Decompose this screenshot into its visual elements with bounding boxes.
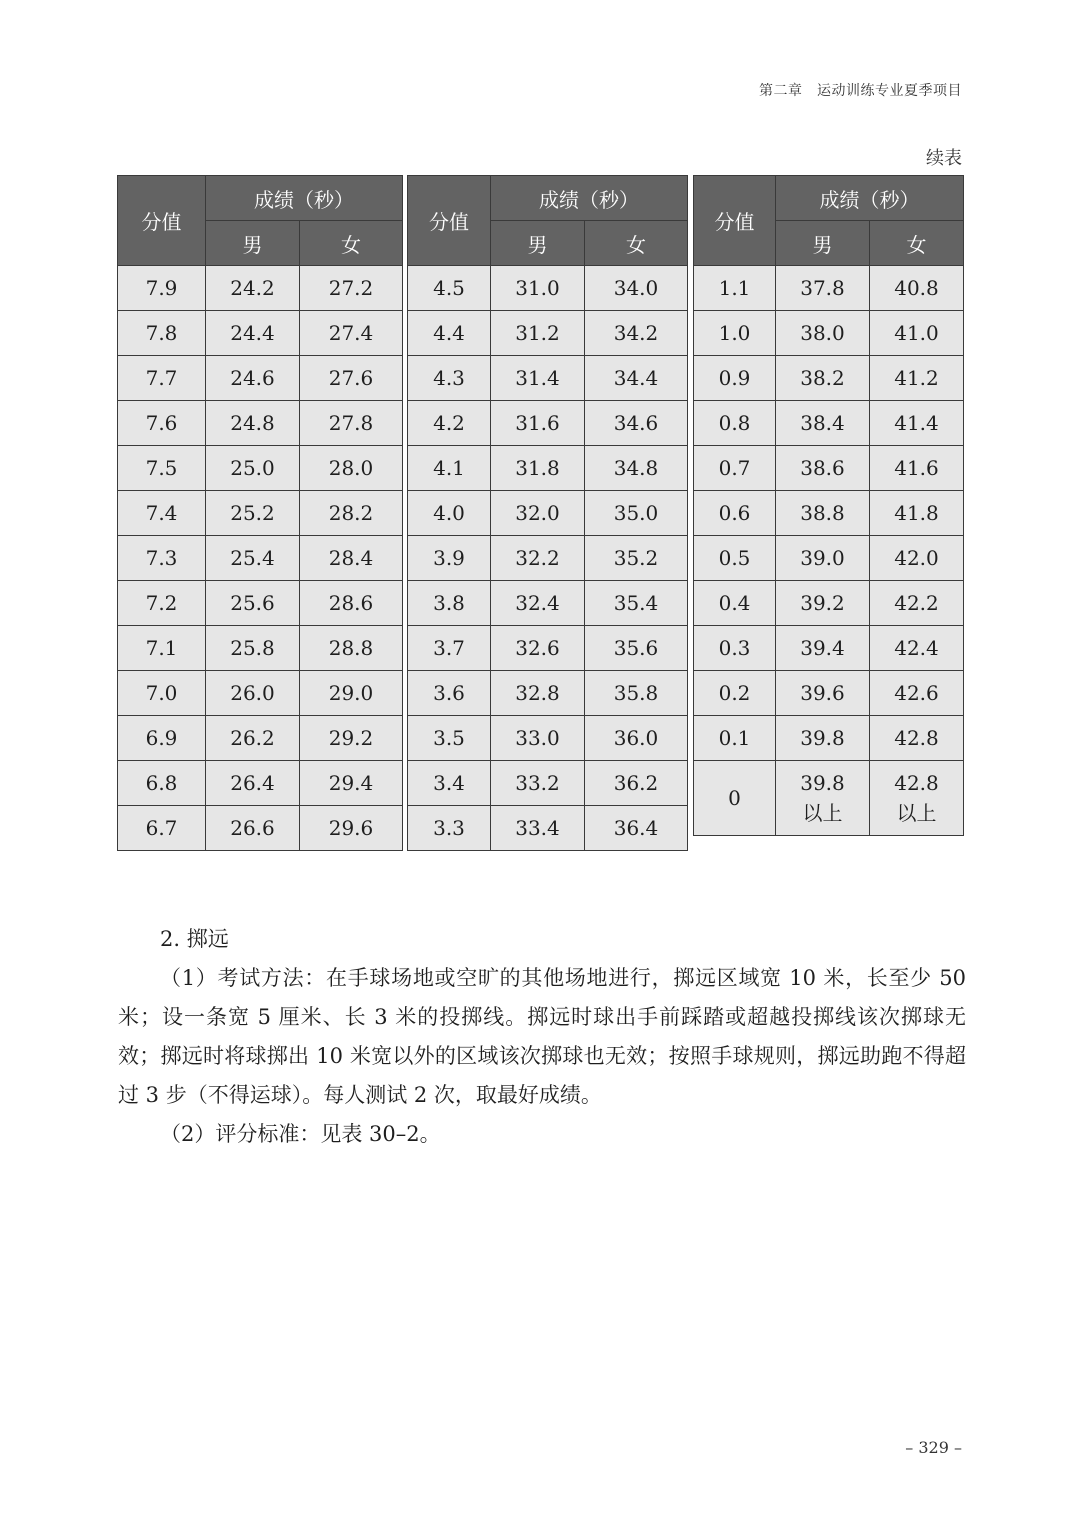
- female-time-cell: 41.8: [870, 491, 964, 536]
- score-cell: 1.1: [694, 266, 776, 311]
- female-time-cell: 42.2: [870, 581, 964, 626]
- male-time-cell: 39.8 以上: [776, 761, 870, 836]
- female-time-cell: 28.2: [300, 491, 403, 536]
- male-time-cell: 33.0: [491, 716, 585, 761]
- male-time-cell: 39.4: [776, 626, 870, 671]
- score-cell: 3.3: [408, 806, 491, 851]
- table-row: [694, 311, 964, 356]
- female-time-cell: 42.4: [870, 626, 964, 671]
- table-row: [118, 761, 403, 806]
- table-row: [694, 671, 964, 716]
- female-time-cell: 29.6: [300, 806, 403, 851]
- female-time-cell: 34.8: [585, 446, 688, 491]
- table-row: [118, 626, 403, 671]
- score-cell: 3.6: [408, 671, 491, 716]
- table-row: [408, 356, 688, 401]
- male-time-cell: 25.8: [206, 626, 300, 671]
- male-time-cell: 32.4: [491, 581, 585, 626]
- table-row: [408, 806, 688, 851]
- score-cell: 4.5: [408, 266, 491, 311]
- score-cell: 4.0: [408, 491, 491, 536]
- female-time-cell: 35.0: [585, 491, 688, 536]
- table-row: [694, 401, 964, 446]
- body-text: [118, 920, 966, 1154]
- score-cell: 3.5: [408, 716, 491, 761]
- score-cell: 0.9: [694, 356, 776, 401]
- female-time-cell: 36.2: [585, 761, 688, 806]
- female-time-cell: 42.8 以上: [870, 761, 964, 836]
- page-number: – 329 –: [905, 1438, 962, 1457]
- table-row: [118, 671, 403, 716]
- female-time-cell: 28.6: [300, 581, 403, 626]
- score-cell: 7.8: [118, 311, 206, 356]
- male-time-cell: 25.0: [206, 446, 300, 491]
- male-time-cell: 32.8: [491, 671, 585, 716]
- header-score: 分值: [408, 176, 491, 266]
- table-row: [118, 266, 403, 311]
- male-time-cell: 32.6: [491, 626, 585, 671]
- male-time-cell: 31.8: [491, 446, 585, 491]
- female-time-cell: 41.4: [870, 401, 964, 446]
- table-body: [118, 266, 403, 851]
- male-time-cell: 39.2: [776, 581, 870, 626]
- score-cell: 6.9: [118, 716, 206, 761]
- header-female: 女: [300, 221, 403, 266]
- continued-label: 续表: [926, 148, 962, 169]
- score-cell: 4.3: [408, 356, 491, 401]
- female-time-cell: 29.2: [300, 716, 403, 761]
- female-time-cell: 40.8: [870, 266, 964, 311]
- male-time-cell: 32.0: [491, 491, 585, 536]
- table-row: [694, 761, 964, 836]
- score-cell: 7.1: [118, 626, 206, 671]
- male-time-cell: 32.2: [491, 536, 585, 581]
- header-result: 成绩（秒）: [776, 176, 964, 221]
- paragraph-criteria: （2）评分标准：见表 30–2。: [160, 1122, 441, 1146]
- score-cell: 0.3: [694, 626, 776, 671]
- header-female: 女: [870, 221, 964, 266]
- female-time-cell: 41.6: [870, 446, 964, 491]
- male-time-cell: 33.4: [491, 806, 585, 851]
- male-time-cell: 26.2: [206, 716, 300, 761]
- male-time-cell: 38.4: [776, 401, 870, 446]
- header-female: 女: [585, 221, 688, 266]
- score-cell: 3.7: [408, 626, 491, 671]
- female-time-cell: 36.0: [585, 716, 688, 761]
- female-time-cell: 42.6: [870, 671, 964, 716]
- male-time-cell: 39.0: [776, 536, 870, 581]
- female-time-cell: 35.2: [585, 536, 688, 581]
- female-time-cell: 34.0: [585, 266, 688, 311]
- table-row: [694, 491, 964, 536]
- score-cell: 7.6: [118, 401, 206, 446]
- score-cell: 7.9: [118, 266, 206, 311]
- male-time-cell: 31.2: [491, 311, 585, 356]
- female-time-cell: 28.0: [300, 446, 403, 491]
- table-row: [408, 446, 688, 491]
- female-time-cell: 35.6: [585, 626, 688, 671]
- table-row: [408, 266, 688, 311]
- female-time-cell: 34.6: [585, 401, 688, 446]
- male-time-cell: 31.6: [491, 401, 585, 446]
- score-cell: 0.1: [694, 716, 776, 761]
- score-cell: 0.5: [694, 536, 776, 581]
- male-time-cell: 25.4: [206, 536, 300, 581]
- table-body: [408, 266, 688, 851]
- header-male: 男: [491, 221, 585, 266]
- male-time-cell: 39.8: [776, 716, 870, 761]
- male-time-cell: 24.4: [206, 311, 300, 356]
- male-time-cell: 31.4: [491, 356, 585, 401]
- score-cell: 3.4: [408, 761, 491, 806]
- male-time-cell: 26.4: [206, 761, 300, 806]
- score-cell: 3.8: [408, 581, 491, 626]
- male-time-cell: 38.6: [776, 446, 870, 491]
- female-time-cell: 36.4: [585, 806, 688, 851]
- table-row: [408, 311, 688, 356]
- table-row: [408, 581, 688, 626]
- table-row: [118, 356, 403, 401]
- table-row: [694, 536, 964, 581]
- score-cell: 4.1: [408, 446, 491, 491]
- table-row: [408, 536, 688, 581]
- score-table-3: [693, 175, 964, 836]
- female-time-cell: 42.8: [870, 716, 964, 761]
- header-male: 男: [776, 221, 870, 266]
- male-time-cell: 24.6: [206, 356, 300, 401]
- female-time-cell: 28.4: [300, 536, 403, 581]
- male-time-cell: 24.2: [206, 266, 300, 311]
- header-score: 分值: [694, 176, 776, 266]
- table-row: [408, 716, 688, 761]
- table-row: [694, 626, 964, 671]
- male-time-cell: 24.8: [206, 401, 300, 446]
- chapter-header: 第二章 运动训练专业夏季项目: [759, 83, 962, 99]
- table-row: [694, 446, 964, 491]
- male-time-cell: 38.8: [776, 491, 870, 536]
- female-time-cell: 42.0: [870, 536, 964, 581]
- female-time-cell: 27.4: [300, 311, 403, 356]
- female-time-cell: 29.0: [300, 671, 403, 716]
- score-cell: 0.8: [694, 401, 776, 446]
- female-time-cell: 29.4: [300, 761, 403, 806]
- score-table-2: [407, 175, 688, 851]
- female-time-cell: 27.8: [300, 401, 403, 446]
- female-time-cell: 27.6: [300, 356, 403, 401]
- table-row: [118, 581, 403, 626]
- score-cell: 4.4: [408, 311, 491, 356]
- female-time-cell: 27.2: [300, 266, 403, 311]
- table-row: [118, 536, 403, 581]
- female-time-cell: 28.8: [300, 626, 403, 671]
- female-time-cell: 41.2: [870, 356, 964, 401]
- table-row: [408, 671, 688, 716]
- male-time-cell: 37.8: [776, 266, 870, 311]
- male-time-cell: 39.6: [776, 671, 870, 716]
- table-row: [118, 311, 403, 356]
- score-cell: 7.7: [118, 356, 206, 401]
- score-cell: 6.7: [118, 806, 206, 851]
- table-body: [694, 266, 964, 836]
- score-cell: 7.5: [118, 446, 206, 491]
- male-time-cell: 31.0: [491, 266, 585, 311]
- table-row: [408, 761, 688, 806]
- male-time-cell: 25.6: [206, 581, 300, 626]
- score-cell: 0.4: [694, 581, 776, 626]
- table-row: [118, 806, 403, 851]
- score-cell: 0.2: [694, 671, 776, 716]
- female-time-cell: 34.4: [585, 356, 688, 401]
- male-time-cell: 38.0: [776, 311, 870, 356]
- score-cell: 3.9: [408, 536, 491, 581]
- female-time-cell: 34.2: [585, 311, 688, 356]
- section-title: 2. 掷远: [160, 927, 229, 951]
- table-row: [408, 401, 688, 446]
- header-result: 成绩（秒）: [206, 176, 403, 221]
- score-cell: 0.7: [694, 446, 776, 491]
- table-row: [118, 716, 403, 761]
- male-time-cell: 26.6: [206, 806, 300, 851]
- score-cell: 7.2: [118, 581, 206, 626]
- table-row: [694, 266, 964, 311]
- table-row: [694, 716, 964, 761]
- paragraph-method: （1）考试方法：在手球场地或空旷的其他场地进行，掷远区域宽 10 米，长至少 50 米；设一条宽 5 厘米、长 3 米的投掷线。掷远时球出手前踩踏或超越投掷线该次掷球无效；掷远时将球掷出 10 米宽以外的区域该次掷球也无效；按照手球规则，掷远助跑不得超过 3 步（不得运球）。每人测试 2 次，取最好成绩。: [118, 966, 966, 1107]
- table-row: [408, 491, 688, 536]
- score-cell: 7.3: [118, 536, 206, 581]
- table-row: [408, 626, 688, 671]
- table-row: [118, 446, 403, 491]
- table-row: [118, 491, 403, 536]
- female-time-cell: 41.0: [870, 311, 964, 356]
- male-time-cell: 25.2: [206, 491, 300, 536]
- male-time-cell: 38.2: [776, 356, 870, 401]
- male-time-cell: 33.2: [491, 761, 585, 806]
- female-time-cell: 35.8: [585, 671, 688, 716]
- score-cell: 7.0: [118, 671, 206, 716]
- table-row: [694, 581, 964, 626]
- score-cell: 4.2: [408, 401, 491, 446]
- header-result: 成绩（秒）: [491, 176, 688, 221]
- score-cell: 1.0: [694, 311, 776, 356]
- table-row: [118, 401, 403, 446]
- male-time-cell: 26.0: [206, 671, 300, 716]
- score-cell: 6.8: [118, 761, 206, 806]
- header-male: 男: [206, 221, 300, 266]
- score-cell: 0: [694, 761, 776, 836]
- score-table-1: [117, 175, 403, 851]
- header-score: 分值: [118, 176, 206, 266]
- female-time-cell: 35.4: [585, 581, 688, 626]
- score-cell: 0.6: [694, 491, 776, 536]
- score-cell: 7.4: [118, 491, 206, 536]
- table-row: [694, 356, 964, 401]
